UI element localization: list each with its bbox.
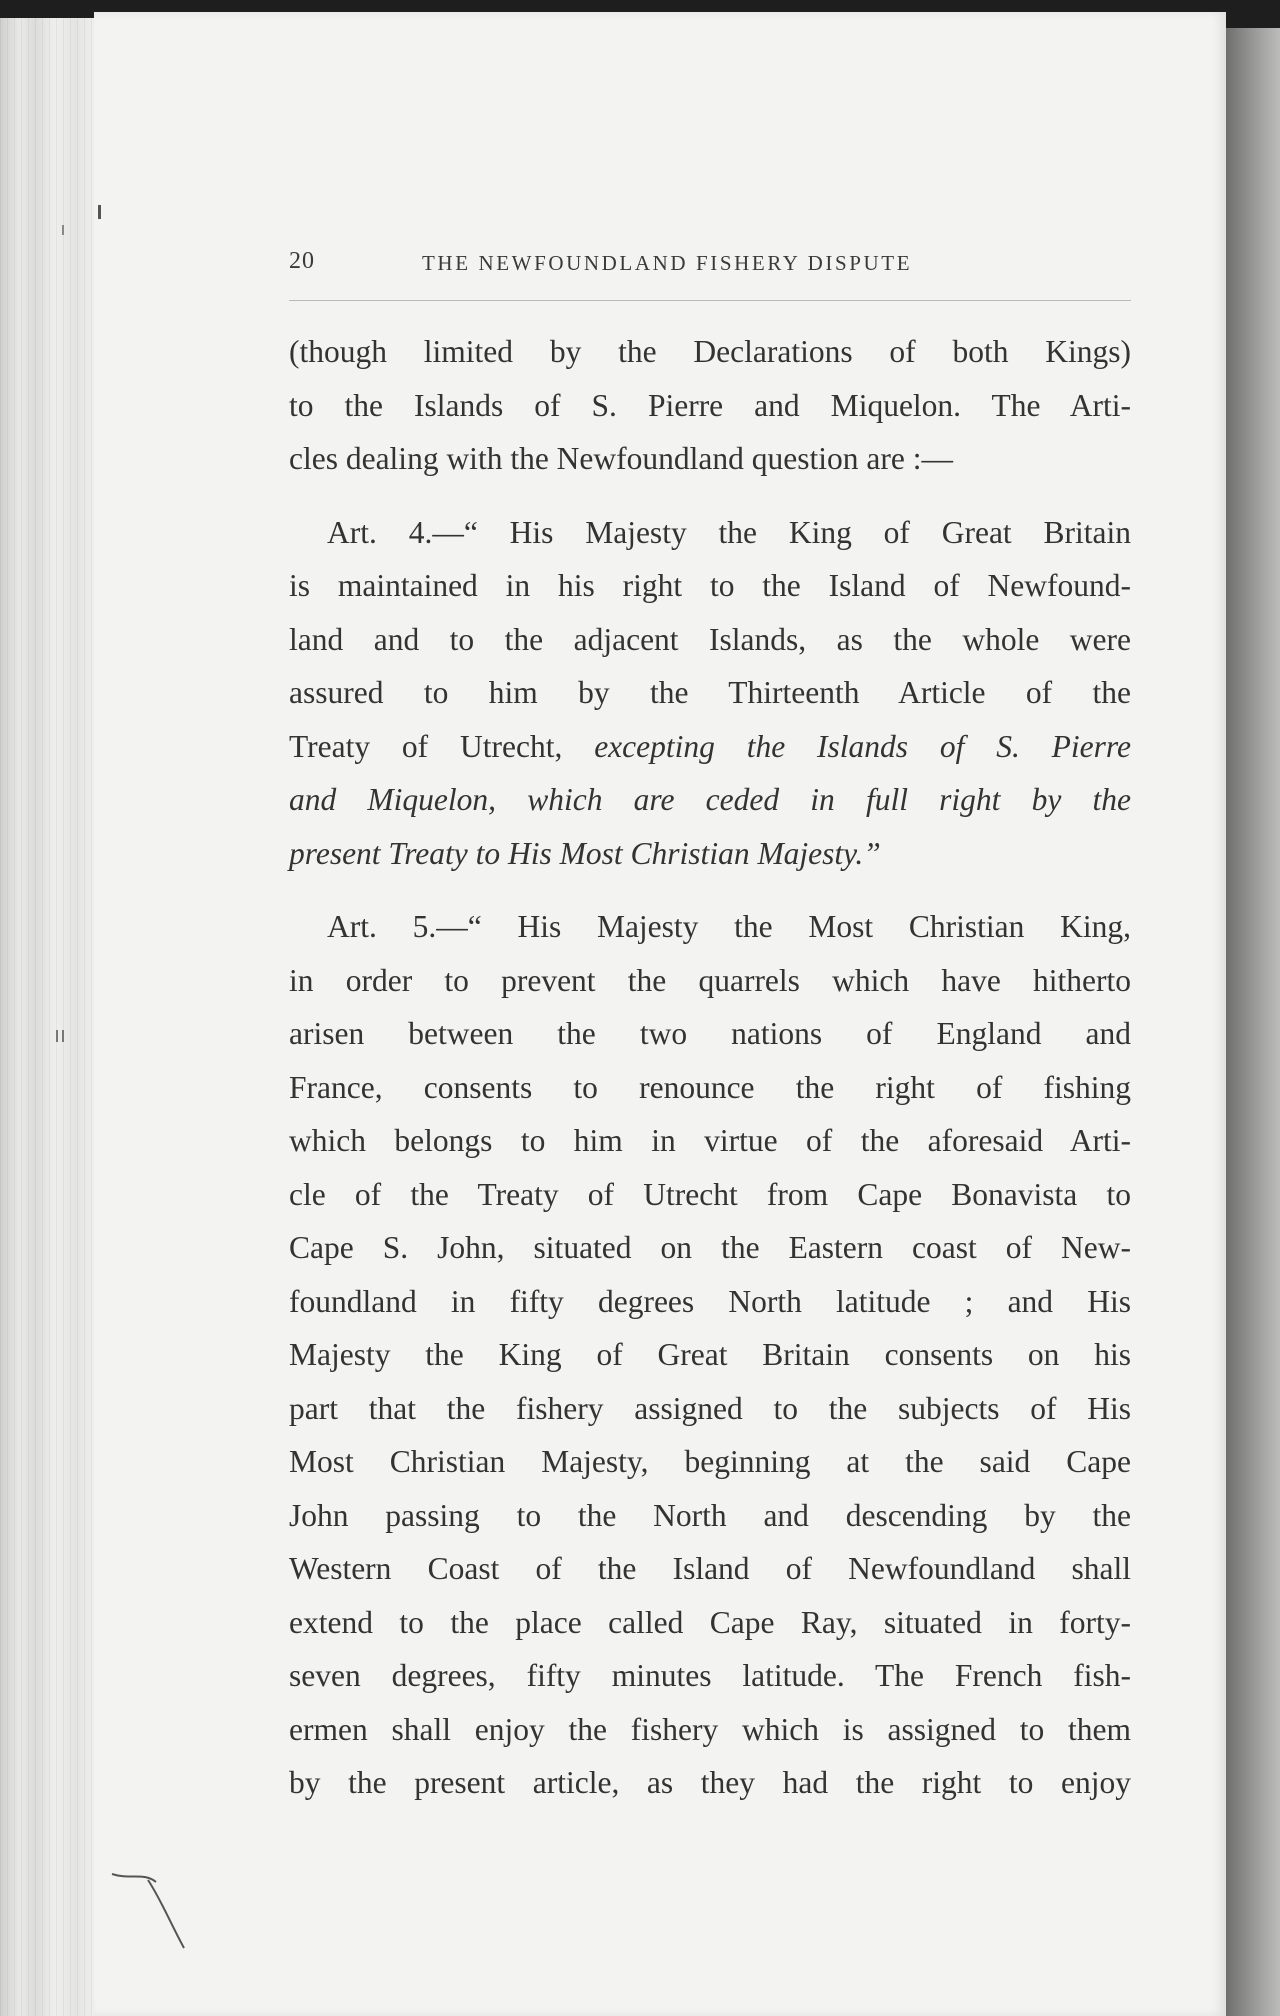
book-spine-shadow: [1226, 28, 1280, 2016]
book-page-edges: [0, 18, 100, 2016]
margin-mark: [56, 1030, 58, 1042]
text-line: ermen shall enjoy the fishery which is assigned to them: [289, 1711, 1131, 1747]
text-line: Art. 5.—“ His Majesty the Most Christian King,: [327, 909, 1131, 944]
text-roman: Treaty of Utrecht,: [289, 728, 563, 764]
margin-mark: [98, 205, 101, 219]
text-line: Majesty the King of Great Britain consents on his: [289, 1337, 1131, 1372]
text-line: John passing to the North and descending by the: [289, 1497, 1131, 1533]
text-line: Western Coast of the Island of Newfoundland shall: [289, 1551, 1131, 1586]
text-line-mixed: [289, 720, 1131, 774]
text-line: by the present article, as they had the right to enjoy: [289, 1765, 1131, 1800]
text-line: Most Christian Majesty, beginning at the said Cape: [289, 1444, 1131, 1479]
text-line-italic: present Treaty to His Most Christian Majesty.”: [289, 835, 881, 871]
text-line: seven degrees, fifty minutes latitude. The French fish-: [289, 1658, 1131, 1693]
pen-stroke-mark: [110, 1862, 190, 1952]
text-italic: excepting the Islands of S. Pierre: [594, 728, 1131, 764]
page-number: 20: [289, 248, 315, 274]
body-text: [289, 325, 1131, 1810]
text-line: cles dealing with the Newfoundland question are :—: [289, 441, 953, 476]
text-line: cle of the Treaty of Utrecht from Cape Bonavista to: [289, 1176, 1131, 1212]
text-line: in order to prevent the quarrels which have hitherto: [289, 962, 1131, 998]
margin-mark: [62, 1030, 64, 1042]
text-line: is maintained in his right to the Island of Newfound-: [289, 568, 1131, 603]
text-line: (though limited by the Declarations of both Kings): [289, 334, 1131, 369]
text-line-italic: and Miquelon, which are ceded in full right by the: [289, 782, 1131, 817]
text-line: arisen between the two nations of England and: [289, 1016, 1131, 1051]
text-line: land and to the adjacent Islands, as the whole were: [289, 621, 1131, 657]
header-rule: [289, 300, 1131, 301]
text-line: France, consents to renounce the right of fishing: [289, 1069, 1131, 1105]
text-line: foundland in fifty degrees North latitude ; and His: [289, 1283, 1131, 1319]
margin-mark: [62, 225, 64, 235]
text-line: to the Islands of S. Pierre and Miquelon. The Arti-: [289, 387, 1131, 423]
text-line: Cape S. John, situated on the Eastern coast of New-: [289, 1230, 1131, 1265]
text-line: part that the fishery assigned to the subjects of His: [289, 1390, 1131, 1426]
running-title: THE NEWFOUNDLAND FISHERY DISPUTE: [422, 251, 913, 275]
text-line: extend to the place called Cape Ray, situated in forty-: [289, 1604, 1131, 1640]
text-line: which belongs to him in virtue of the aforesaid Arti-: [289, 1123, 1131, 1158]
text-line: Art. 4.—“ His Majesty the King of Great Britain: [327, 514, 1131, 550]
text-line: assured to him by the Thirteenth Article of the: [289, 675, 1131, 710]
page-header: [289, 248, 1131, 288]
